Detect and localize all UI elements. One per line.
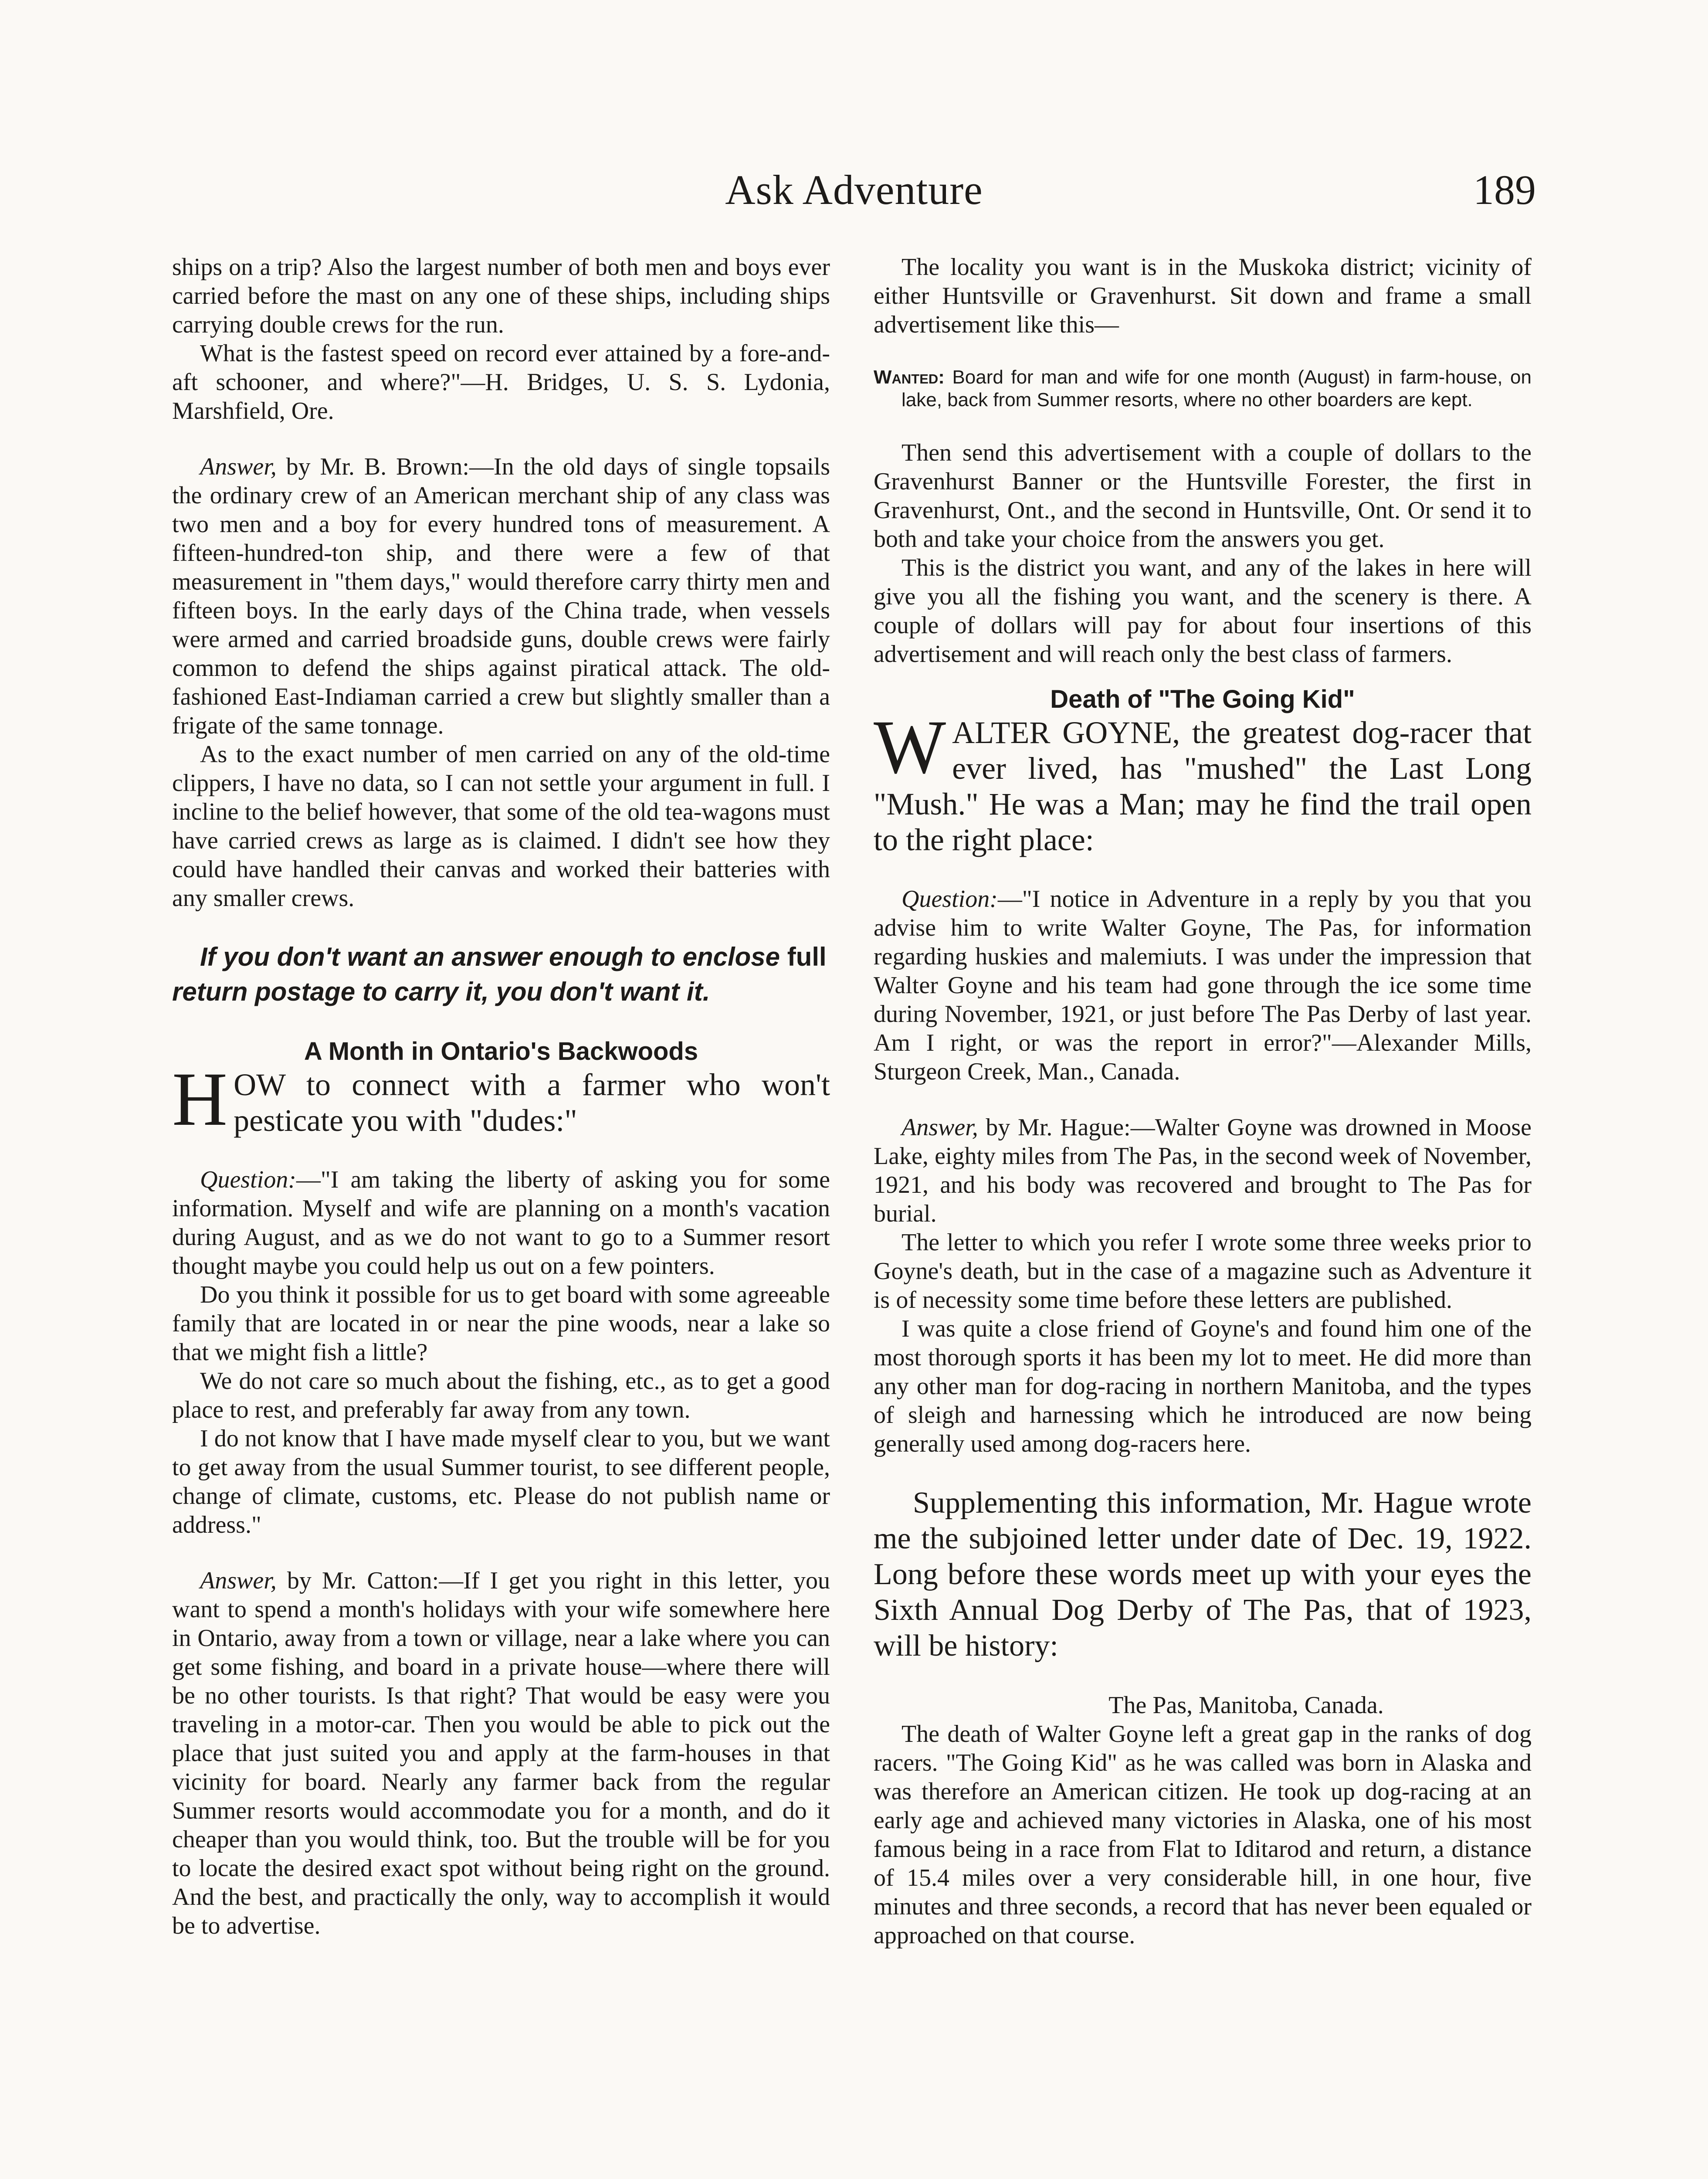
paragraph: Do you think it possible for us to get board with some agreeable family that are located in or near the pine woods, near a lake so that we might fish a little?: [172, 1281, 830, 1366]
editor-paragraph: Supplementing this information, Mr. Hague wrote me the subjoined letter under date of Dec. 19, 1922. Long before these words meet up with your eyes the Sixth Annual Dog Derby of The Pas, that of 1923, will be history:: [874, 1486, 1532, 1663]
section-title: A Month in Ontario's Backwoods: [304, 1037, 698, 1066]
answer-label: Answer,: [200, 1567, 277, 1594]
running-title: Ask Adventure: [725, 166, 983, 213]
paragraph: I do not know that I have made myself clear to you, but we want to get away from the usual Summer tourist, to see different people, change of climate, customs, etc. Please do not publish name or address.": [172, 1425, 830, 1538]
question-paragraph: [172, 1165, 830, 1280]
paragraph: The letter to which you refer I wrote some three weeks prior to Goyne's death, but in the case of a magazine such as Adventure it is of necessity some time before these letters are published.: [874, 1229, 1532, 1314]
answer-label: Answer,: [901, 1114, 978, 1141]
paragraph: As to the exact number of men carried on any of the old-time clippers, I have no data, so I can not settle your argument in full. I incline to the belief however, that some of the old tea-wagons must have carried crews as large as is claimed. I didn't see how they could have handled their canvas and worked their batteries with any smaller crews.: [172, 741, 830, 912]
paragraph: The death of Walter Goyne left a great gap in the ranks of dog racers. "The Going Kid" as he was called was born in Alaska and was therefore an American citizen. He took up dog-racing at an early age and achieved many victories in Alaska, one of his most famous being in a race from Flat to Iditarod and return, a distance of 15.4 miles over a very considerable hill, in one hour, five minutes and three seconds, a record that has never been equaled or approached on that course.: [874, 1721, 1532, 1949]
answer-paragraph: [172, 1566, 830, 1940]
paragraph: This is the district you want, and any of the lakes in here will give you all the fishing you want, and the scenery is there. A couple of dollars will pay for about four insertions of this advertisement and will reach only the best class of farmers.: [874, 554, 1532, 668]
page-number: 189: [1473, 166, 1536, 213]
paragraph: I was quite a close friend of Goyne's and found him one of the most thorough sports it has been my lot to meet. He did more than any other man for dog-racing in northern Manitoba, and the types of sleigh and harnessing which he introduced are now being generally used among dog-racers here.: [874, 1315, 1532, 1457]
question-label: Question:: [901, 886, 998, 913]
paragraph: ships on a trip? Also the largest number of both men and boys ever carried before the mast on any one of these ships, including ships carrying double crews for the run.: [172, 254, 830, 338]
question-text: —"I am taking the liberty of asking you for some information. Myself and wife are planning on a month's vacation during August, and as we do not want to go to a Summer resort thought maybe you could help us out on a few pointers.: [172, 1166, 830, 1280]
editorial-note: If you don't want an answer enough to enclose full return postage to carry it, you don't want it.: [172, 942, 827, 1006]
section-lede: HOW to connect with a farmer who won't pesticate you with "dudes:": [172, 1057, 830, 1142]
answer-paragraph: [874, 1113, 1532, 1228]
paragraph: Then send this advertisement with a couple of dollars to the Gravenhurst Banner or the Huntsville Forester, the first in Gravenhurst, Ont., and the second in Huntsville, Ont. Or send it to both and take your choice from the answers you get.: [874, 439, 1532, 553]
question-text: —"I notice in Adventure in a reply by you that you advise him to write Walter Goyne, The Pas, for information regarding huskies and malemiuts. I was under the impression that Walter Goyne and his team had gone through the ice some time during November, 1921, or just before The Pas Derby of last year. Am I right, or was the report in error?"—Alexander Mills, Sturgeon Creek, Man., Canada.: [874, 886, 1532, 1085]
paragraph: We do not care so much about the fishing, etc., as to get a good place to rest, and preferably far away from any town.: [172, 1368, 830, 1423]
page-header: [172, 166, 1536, 227]
answer-paragraph: [172, 452, 830, 740]
drop-cap: W: [874, 705, 946, 790]
paragraph: What is the fastest speed on record ever attained by a fore-and-aft schooner, and where?"—H. Bridges, U. S. S. Lydonia, Marshfield, Ore.: [172, 340, 830, 424]
paragraph: The locality you want is in the Muskoka district; vicinity of either Huntsville or Gravenhurst. Sit down and frame a small advertisement like this—: [874, 254, 1532, 338]
answer-text: by Mr. Catton:—If I get you right in this letter, you want to spend a month's holidays with your wife somewhere here in Ontario, away from a town or village, near a lake where you can get some fishing, and board in a private house—where there will be no other tourists. Is that right? That would be easy were you traveling in a motor-car. Then you would be able to pick out the place that just suited you and apply at the farm-houses in that vicinity for board. Nearly any farmer back from the regular Summer resorts would accommodate you for a month, and do it cheaper than you would think, too. But the trouble will be for you to locate the desired exact spot without being right on the ground. And the best, and practically the only, way to accomplish it would be to advertise.: [172, 1567, 830, 1939]
note-emphasis: full: [787, 942, 827, 971]
question-label: Question:: [200, 1166, 296, 1193]
letter-dateline: The Pas, Manitoba, Canada.: [1108, 1692, 1384, 1719]
right-column: [874, 253, 1532, 1950]
section-lede: WALTER GOYNE, the greatest dog-racer that ever lived, has "mushed" the Last Long "Mush." He was a Man; may he find the trail open to the right place:: [874, 705, 1532, 857]
answer-text: by Mr. B. Brown:—In the old days of single topsails the ordinary crew of an American merchant ship of any class was two men and a boy for every hundred tons of measurement. A fifteen-hundred-ton ship, and there were a few of that measurement in "them days," would therefore carry thirty men and fifteen boys. In the early days of the China trade, when vessels were armed and carried broadside guns, double crews were fairly common to defend the ships against piratical attack. The old-fashioned East-Indiaman carried a crew but slightly smaller than a frigate of the same tonnage.: [172, 453, 830, 739]
answer-text: by Mr. Hague:—Walter Goyne was drowned in Moose Lake, eighty miles from The Pas, in the second week of November, 1921, and his body was recovered and brought to The Pas for burial.: [874, 1114, 1532, 1227]
drop-cap: H: [172, 1057, 228, 1142]
advertisement-sample: Wanted: Board for man and wife for one month (August) in farm-house, on lake, back from Summer resorts, where no other boarders are kept.: [874, 367, 1532, 411]
section-title: Death of "The Going Kid": [1050, 685, 1355, 713]
ad-lead: Wanted:: [874, 367, 945, 388]
question-paragraph: [874, 885, 1532, 1086]
answer-label: Answer,: [200, 453, 277, 480]
left-column: [172, 253, 830, 1940]
